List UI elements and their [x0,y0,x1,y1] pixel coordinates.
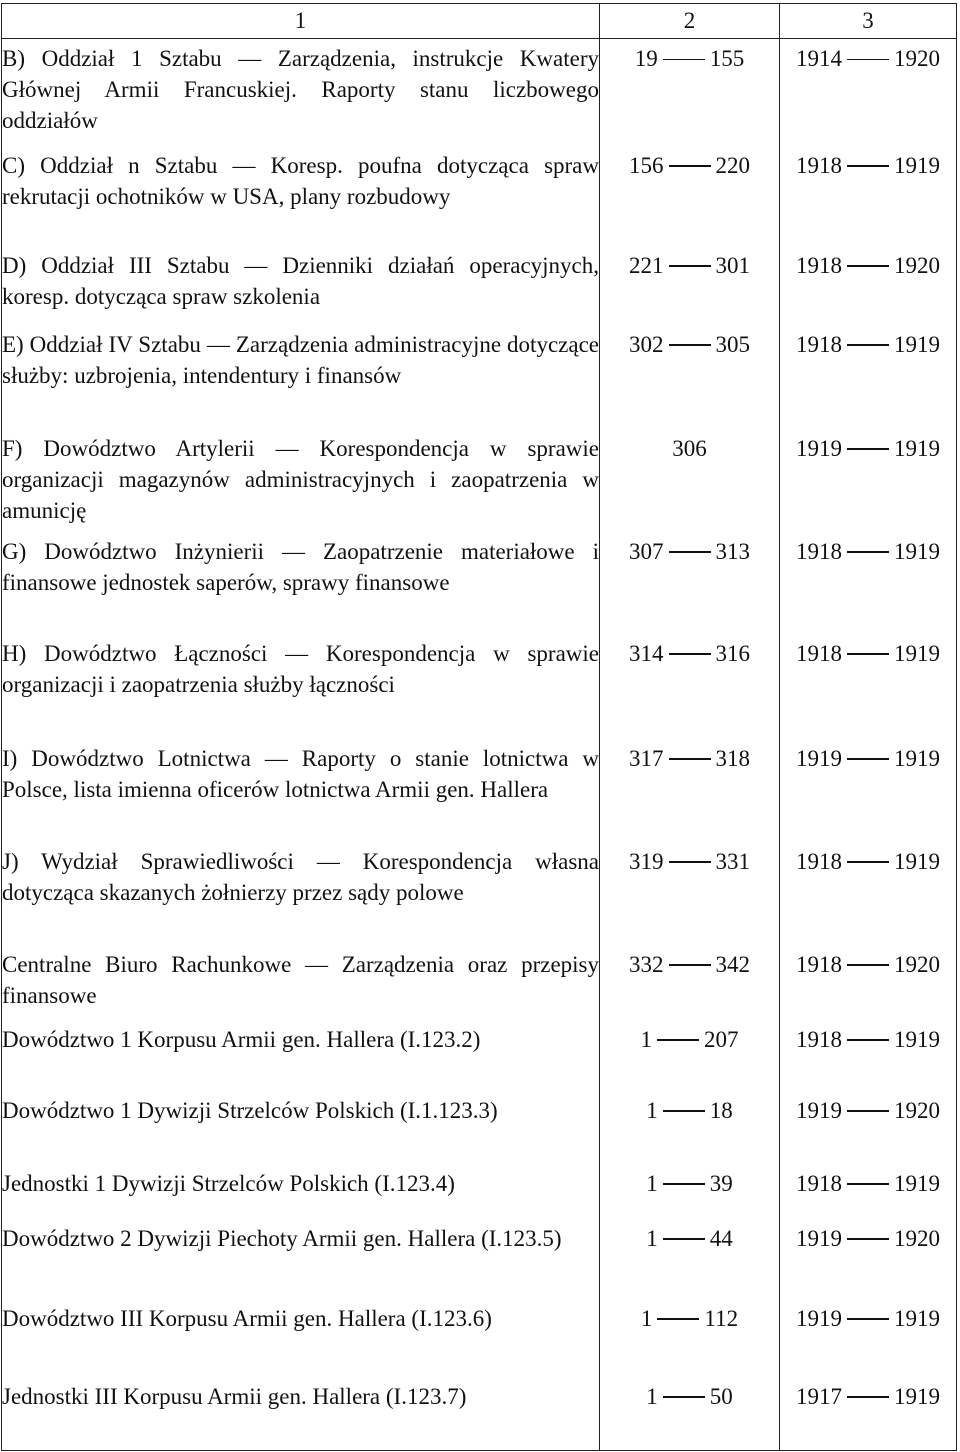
year-from: 1918 [796,640,842,666]
table-row [2,146,957,250]
row-date-range [780,632,957,736]
row-date-range [780,426,957,529]
row-date-range [780,839,957,943]
row-date-range [780,1018,957,1089]
range-dash [669,344,711,346]
year-to: 1919 [894,538,940,564]
folio-from: 1 [640,1026,652,1052]
year-from: 1918 [796,252,842,278]
range-dash [847,551,889,553]
row-folio-range [600,1089,780,1162]
row-folio-range [600,323,780,426]
range-dash [663,59,705,61]
row-folio-range [600,1215,780,1294]
folio-from: 1 [646,1170,658,1196]
table-row [2,39,957,146]
row-folio-range [600,1162,780,1215]
year-to: 1920 [894,46,940,71]
row-date-range [780,1372,957,1451]
row-date-range [780,146,957,250]
year-from: 1918 [796,538,842,564]
folio-to: 50 [709,1383,733,1409]
row-date-range [780,943,957,1018]
table-row [2,1372,957,1451]
range-dash [663,1183,705,1185]
year-from: 1918 [796,152,842,178]
table-row [2,839,957,943]
folio-from: 317 [629,745,664,771]
row-date-range [780,529,957,632]
row-description: Dowództwo 2 Dywizji Piechoty Armii gen. Hallera (I.123.5) [2,1215,600,1294]
year-to: 1919 [894,1170,940,1196]
year-from: 1918 [796,951,842,977]
table-row [2,1294,957,1372]
year-to: 1919 [894,848,940,874]
range-dash [657,1039,699,1041]
range-dash [669,964,711,966]
year-from: 1919 [796,1225,842,1251]
header-col-3: 3 [780,4,957,39]
folio-from: 306 [672,435,707,461]
table-row [2,529,957,632]
header-col-2: 2 [600,4,780,39]
range-dash [847,59,889,61]
range-dash [847,448,889,450]
table-row [2,426,957,529]
folio-from: 1 [646,1383,658,1409]
folio-to: 301 [715,252,750,278]
year-from: 1918 [796,1026,842,1052]
row-folio-range [600,146,780,250]
table-row [2,1215,957,1294]
row-description: Jednostki 1 Dywizji Strzelców Polskich (I.123.4) [2,1162,600,1215]
range-dash [847,1039,889,1041]
year-to: 1920 [894,252,940,278]
table-row [2,1162,957,1215]
folio-from: 332 [629,951,664,977]
row-description: C) Oddział n Sztabu — Koresp. poufna dotycząca spraw rekrutacji ochotników w USA, plany rozbudowy [2,146,600,250]
folio-from: 1 [640,1305,653,1331]
folio-to: 313 [715,538,750,564]
year-to: 1919 [894,435,940,461]
row-date-range [780,250,957,323]
folio-to: 155 [709,46,745,71]
range-dash [847,1183,889,1185]
year-to: 1920 [894,1225,940,1251]
range-dash [669,551,711,553]
row-date-range [780,1294,957,1372]
folio-to: 220 [715,152,750,178]
year-from: 1919 [796,435,842,461]
table-row [2,250,957,323]
table-row [2,736,957,839]
header-col-1: 1 [2,4,600,39]
year-from: 1918 [796,331,842,357]
row-folio-range [600,632,780,736]
range-dash [669,265,711,267]
range-dash [669,165,711,167]
row-description: F) Dowództwo Artylerii — Korespondencja w sprawie organizacji magazynów administracyjnych i zaopatrzenia w amunicję [2,426,600,529]
year-to: 1919 [894,1383,940,1409]
folio-to: 207 [704,1026,739,1052]
year-to: 1919 [894,152,940,178]
row-date-range [780,1162,957,1215]
row-description: G) Dowództwo Inżynierii — Zaopatrzenie materiałowe i finansowe jednostek saperów, sprawy finansowe [2,529,600,632]
folio-from: 156 [629,152,664,178]
folio-to: 318 [715,745,750,771]
folio-to: 39 [709,1170,733,1196]
row-description: E) Oddział IV Sztabu — Zarządzenia administracyjne dotyczące służby: uzbrojenia, intendentury i finansów [2,323,600,426]
folio-from: 307 [629,538,664,564]
row-description: J) Wydział Sprawiedliwości — Korespondencja własna dotycząca skazanych żołnierzy przez sądy polowe [2,839,600,943]
row-description: Centralne Biuro Rachunkowe — Zarządzenia oraz przepisy finansowe [2,943,600,1018]
table-row [2,323,957,426]
row-folio-range [600,529,780,632]
range-dash [663,1396,705,1398]
range-dash [663,1110,705,1112]
range-dash [847,964,889,966]
folio-from: 1 [646,1225,658,1251]
table-row [2,632,957,736]
folio-from: 319 [629,848,664,874]
row-folio-range [600,426,780,529]
row-folio-range [600,250,780,323]
table-row [2,943,957,1018]
range-dash [847,265,889,267]
folio-to: 18 [709,1097,733,1123]
row-folio-range [600,736,780,839]
row-date-range [780,1215,957,1294]
folio-to: 112 [704,1305,739,1331]
year-to: 1919 [894,1026,940,1052]
folio-to: 342 [715,951,750,977]
range-dash [669,758,711,760]
folio-to: 305 [715,331,750,357]
row-description: Jednostki III Korpusu Armii gen. Hallera (I.123.7) [2,1372,600,1451]
folio-from: 19 [634,46,658,71]
range-dash [663,1238,705,1240]
range-dash [847,1396,889,1398]
row-date-range [780,39,957,146]
header-row [2,4,957,39]
year-from: 1917 [796,1383,842,1409]
inventory-table [1,3,957,1451]
range-dash [847,1238,889,1240]
folio-to: 331 [715,848,750,874]
range-dash [669,653,711,655]
range-dash [847,165,889,167]
range-dash [657,1318,699,1320]
row-folio-range [600,39,780,146]
table-row [2,1018,957,1089]
row-description: B) Oddział 1 Sztabu — Zarządzenia, instrukcje Kwatery Głównej Armii Francuskiej. Raporty stanu liczbowego oddziałów [2,39,600,146]
folio-from: 221 [629,252,664,278]
range-dash [847,1318,889,1320]
range-dash [847,344,889,346]
year-from: 1914 [796,46,842,71]
year-to: 1920 [894,1097,940,1123]
row-description: H) Dowództwo Łączności — Korespondencja w sprawie organizacji i zaopatrzenia służby łączności [2,632,600,736]
folio-from: 1 [646,1097,658,1123]
range-dash [847,758,889,760]
row-description: Dowództwo 1 Korpusu Armii gen. Hallera (I.123.2) [2,1018,600,1089]
year-from: 1919 [796,1305,842,1331]
year-from: 1918 [796,848,842,874]
year-to: 1919 [894,331,940,357]
folio-to: 316 [715,640,750,666]
year-from: 1919 [796,745,842,771]
range-dash [847,861,889,863]
row-date-range [780,1089,957,1162]
year-from: 1919 [796,1097,842,1123]
row-folio-range [600,943,780,1018]
row-description: D) Oddział III Sztabu — Dzienniki działań operacyjnych, koresp. dotycząca spraw szkolenia [2,250,600,323]
folio-from: 314 [629,640,664,666]
folio-from: 302 [629,331,664,357]
row-folio-range [600,839,780,943]
row-description: Dowództwo 1 Dywizji Strzelców Polskich (I.1.123.3) [2,1089,600,1162]
table-row [2,1089,957,1162]
year-to: 1919 [894,745,940,771]
year-to: 1919 [894,640,940,666]
range-dash [669,861,711,863]
folio-to: 44 [709,1225,733,1251]
row-folio-range [600,1372,780,1451]
range-dash [847,653,889,655]
year-to: 1919 [894,1305,940,1331]
row-date-range [780,323,957,426]
row-description: I) Dowództwo Lotnictwa — Raporty o stanie lotnictwa w Polsce, lista imienna oficerów lotnictwa Armii gen. Hallera [2,736,600,839]
row-date-range [780,736,957,839]
row-description: Dowództwo III Korpusu Armii gen. Hallera (I.123.6) [2,1294,600,1372]
range-dash [847,1110,889,1112]
year-from: 1918 [796,1170,842,1196]
row-folio-range [600,1018,780,1089]
year-to: 1920 [894,951,940,977]
row-folio-range [600,1294,780,1372]
